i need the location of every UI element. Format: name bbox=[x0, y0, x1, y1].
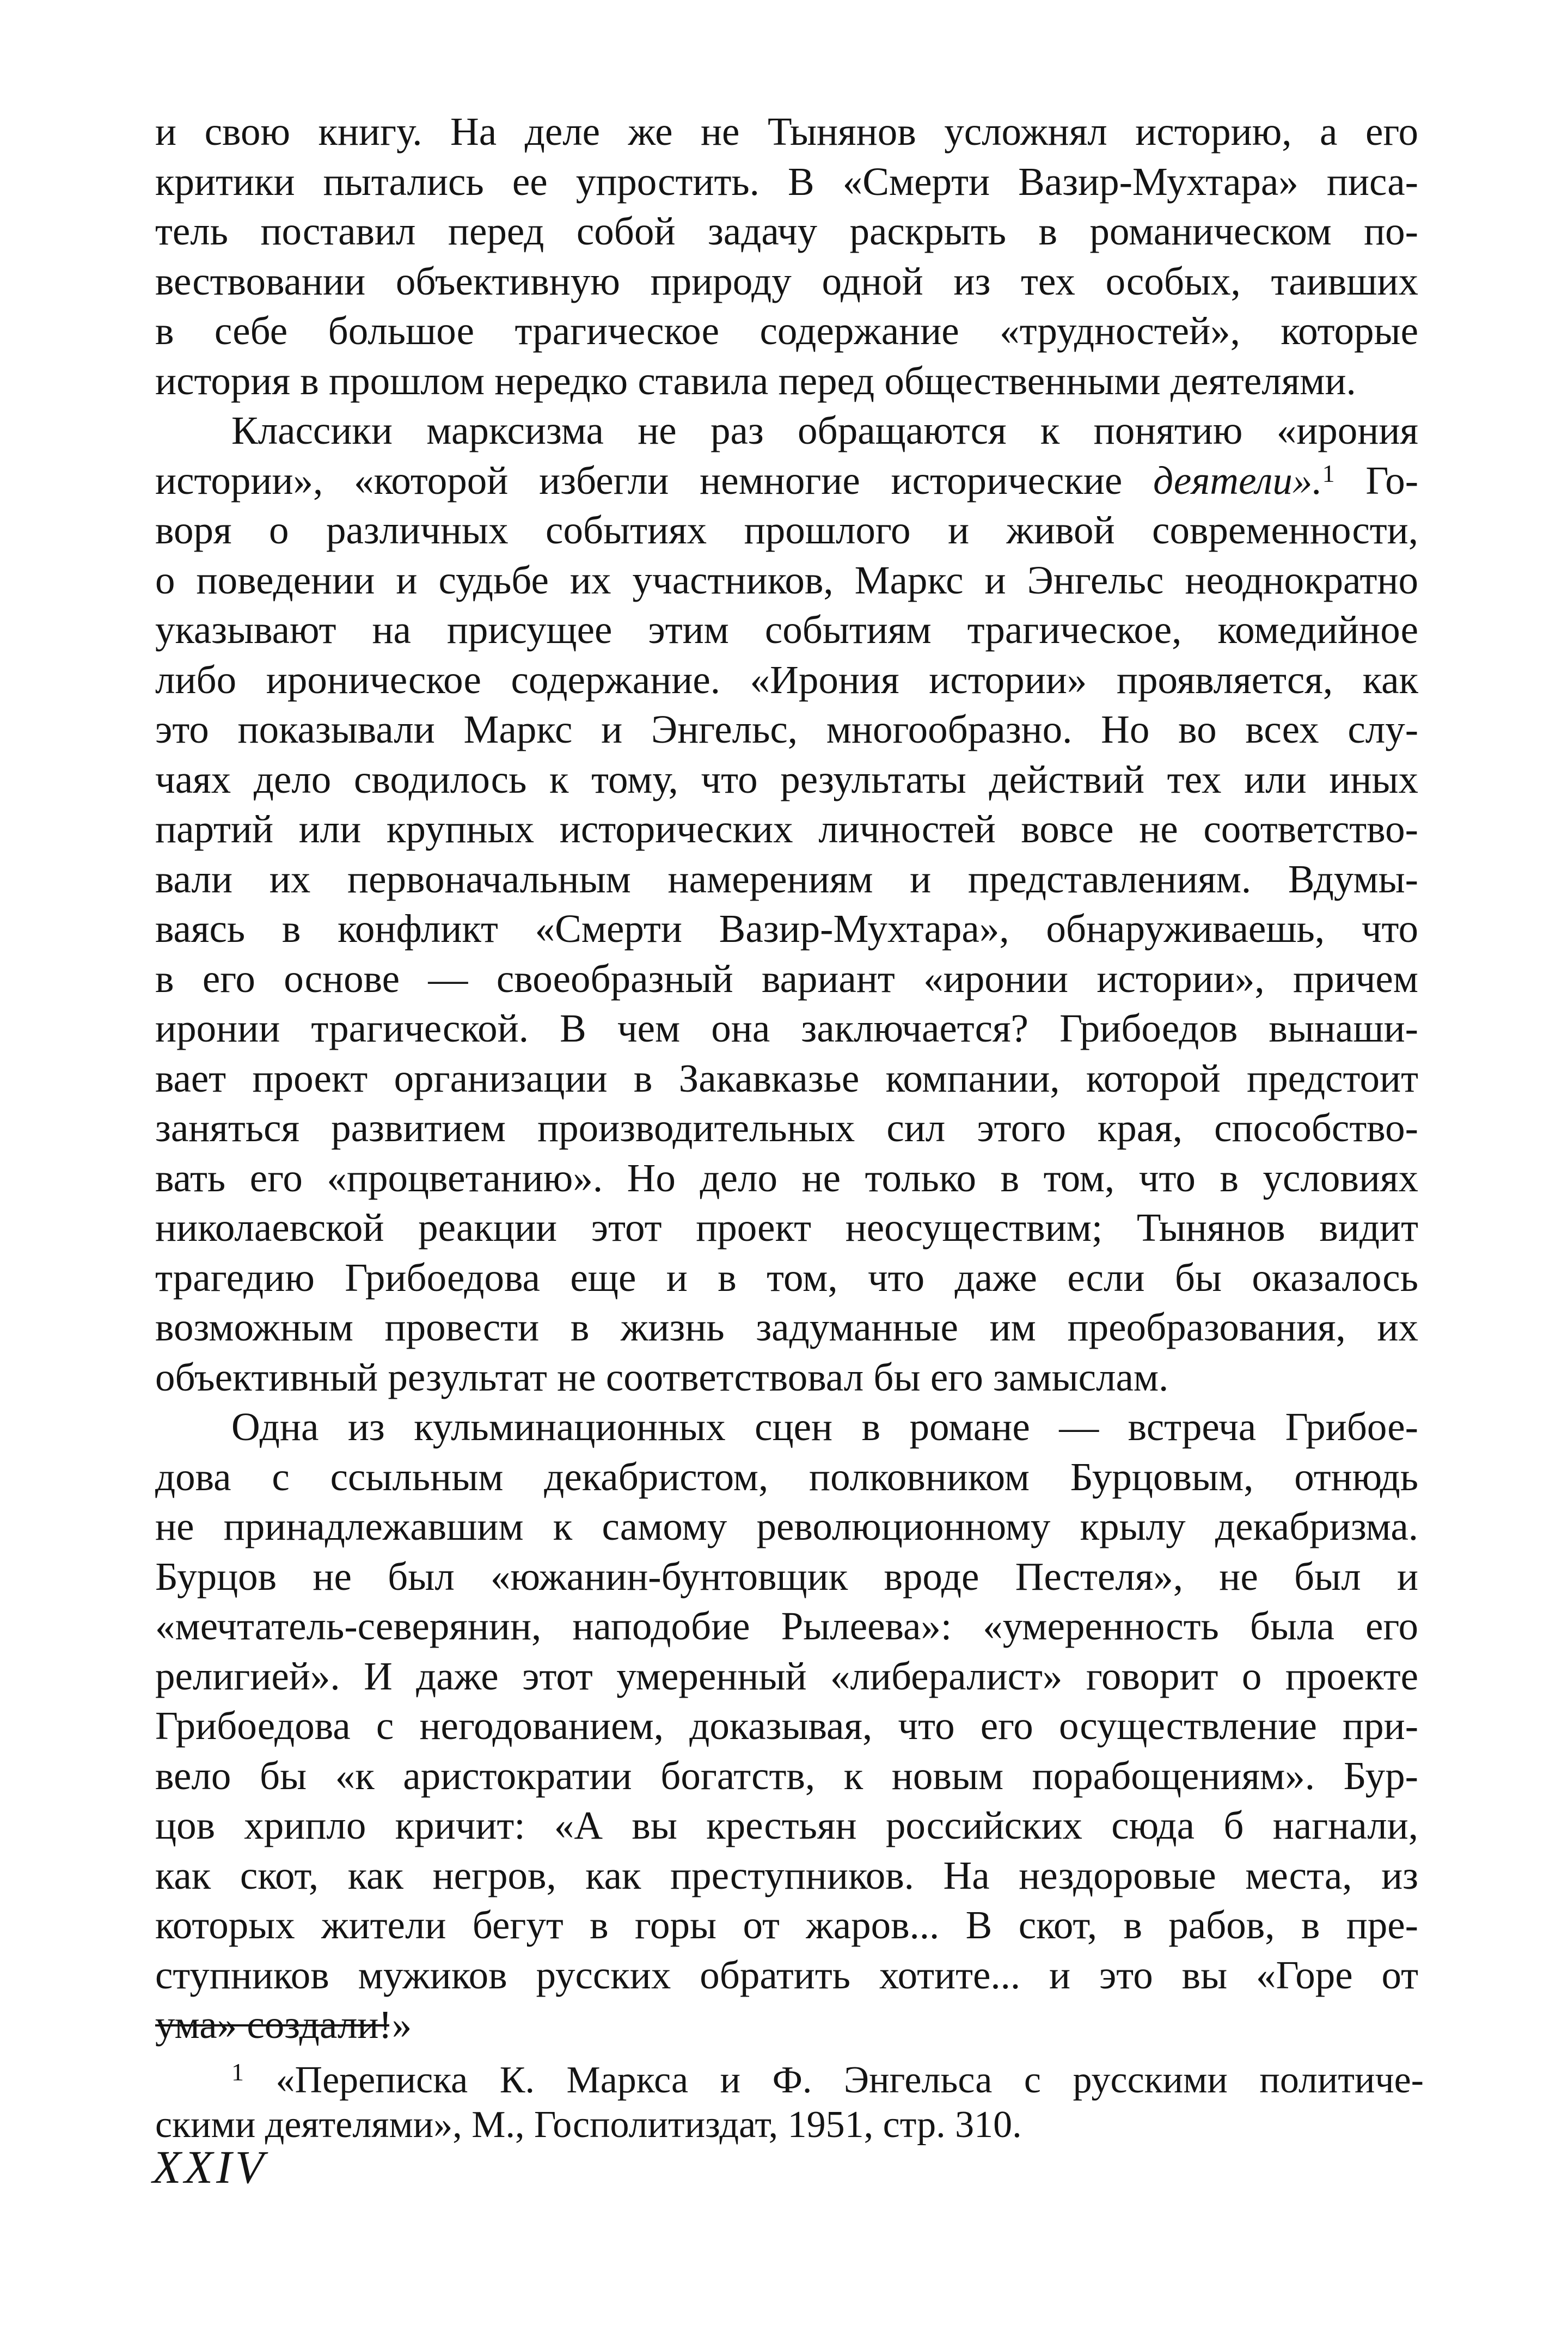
text-line: указывают на присущее этим событиям трагическое, комедийное bbox=[155, 608, 1418, 652]
text-line: объективный результат не соответствовал бы его замыслам. bbox=[155, 1355, 1169, 1399]
text-line: Классики марксизма не раз обращаются к понятию «ирония bbox=[231, 408, 1418, 452]
text-line: религией». И даже этот умеренный «либералист» говорит о проекте bbox=[155, 1654, 1418, 1698]
footnote-reference[interactable]: 1 bbox=[1322, 459, 1335, 487]
footnote-divider bbox=[155, 2024, 389, 2026]
text-fragment: Го- bbox=[1334, 458, 1418, 503]
text-line: которых жители бегут в горы от жаров... В скот, в рабов, в пре- bbox=[155, 1903, 1418, 1947]
text-line: Бурцов не был «южанин-бунтовщик вроде Пестеля», не был и bbox=[155, 1554, 1418, 1599]
text-line: вать его «процветанию». Но дело не только в том, что в условиях bbox=[155, 1155, 1418, 1200]
text-line: Одна из кульминационных сцен в романе — встреча Грибое- bbox=[231, 1405, 1418, 1449]
text-line: вает проект организации в Закавказье компании, которой предстоит bbox=[155, 1056, 1418, 1100]
page-number: XXIV bbox=[152, 2141, 267, 2193]
footnote-line: скими деятелями», М., Госполитиздат, 1951, стр. 310. bbox=[155, 2104, 1022, 2146]
text-line: вествовании объективную природу одной из тех особых, таивших bbox=[155, 259, 1418, 303]
text-line: дова с ссыльным декабристом, полковником Бурцовым, отнюдь bbox=[155, 1454, 1418, 1499]
text-line: чаях дело сводилось к тому, что результаты действий тех или иных bbox=[155, 757, 1418, 801]
text-line: не принадлежавшим к самому революционному крылу декабризма. bbox=[155, 1504, 1418, 1548]
text-line: и свою книгу. На деле же не Тынянов усложнял историю, а его bbox=[155, 109, 1418, 154]
text-line: «мечтатель-северянин, наподобие Рылеева»: «умеренность была его bbox=[155, 1604, 1418, 1648]
text-line: история в прошлом нередко ставила перед общественными деятелями. bbox=[155, 358, 1356, 403]
text-line: о поведении и судьбе их участников, Маркс и Энгельс неоднократно bbox=[155, 558, 1418, 602]
text-line: это показывали Маркс и Энгельс, многообразно. Но во всех слу- bbox=[155, 707, 1418, 751]
text-fragment: истории», «которой избегли немногие исторические bbox=[155, 458, 1154, 503]
text-line: тель поставил перед собой задачу раскрыть в романическом по- bbox=[155, 209, 1418, 253]
text-line: как скот, как негров, как преступников. На нездоровые места, из bbox=[155, 1853, 1418, 1897]
text-line: ума» создали!» bbox=[155, 2003, 412, 2047]
text-line: партий или крупных исторических личностей вовсе не соответство- bbox=[155, 807, 1418, 851]
text-line: ступников мужиков русских обратить хотите... и это вы «Горе от bbox=[155, 1952, 1418, 1997]
footnote bbox=[155, 2058, 1424, 2147]
footnote-text: «Переписка К. Маркса и Ф. Энгельса с русскими политиче- bbox=[244, 2059, 1424, 2101]
footnote-mark: 1 bbox=[231, 2058, 244, 2086]
main-text bbox=[155, 107, 1418, 2050]
text-line: заняться развитием производительных сил этого края, способство- bbox=[155, 1106, 1418, 1150]
text-line: николаевской реакции этот проект неосуществим; Тынянов видит bbox=[155, 1205, 1418, 1250]
text-line: в его основе — своеобразный вариант «иронии истории», причем bbox=[155, 956, 1418, 1001]
text-line: ваясь в конфликт «Смерти Вазир-Мухтара», обнаруживаешь, что bbox=[155, 907, 1418, 951]
italic-fragment: деятели». bbox=[1153, 458, 1322, 503]
text-line: цов хрипло кричит: «А вы крестьян российских сюда б нагнали, bbox=[155, 1803, 1418, 1847]
footnote-line bbox=[155, 2058, 1424, 2103]
text-line: возможным провести в жизнь задуманные им преобразования, их bbox=[155, 1305, 1418, 1349]
text-line: Грибоедова с негодованием, доказывая, что его осуществление при- bbox=[155, 1704, 1418, 1748]
text-line: в себе большое трагическое содержание «трудностей», которые bbox=[155, 309, 1418, 353]
text-line: вело бы «к аристократии богатств, к новым порабощениям». Бур- bbox=[155, 1753, 1418, 1798]
text-line: иронии трагической. В чем она заключается? Грибоедов вынаши- bbox=[155, 1006, 1418, 1050]
text-line: трагедию Грибоедова еще и в том, что даже если бы оказалось bbox=[155, 1255, 1418, 1300]
text-line: воря о различных событиях прошлого и живой современности, bbox=[155, 508, 1418, 552]
text-line: либо ироническое содержание. «Ирония истории» проявляется, как bbox=[155, 657, 1418, 702]
text-line-with-footnote bbox=[155, 456, 1418, 506]
text-line: вали их первоначальным намерениям и представлениям. Вдумы- bbox=[155, 856, 1418, 901]
text-line: критики пытались ее упростить. В «Смерти Вазир-Мухтара» писа- bbox=[155, 159, 1418, 204]
